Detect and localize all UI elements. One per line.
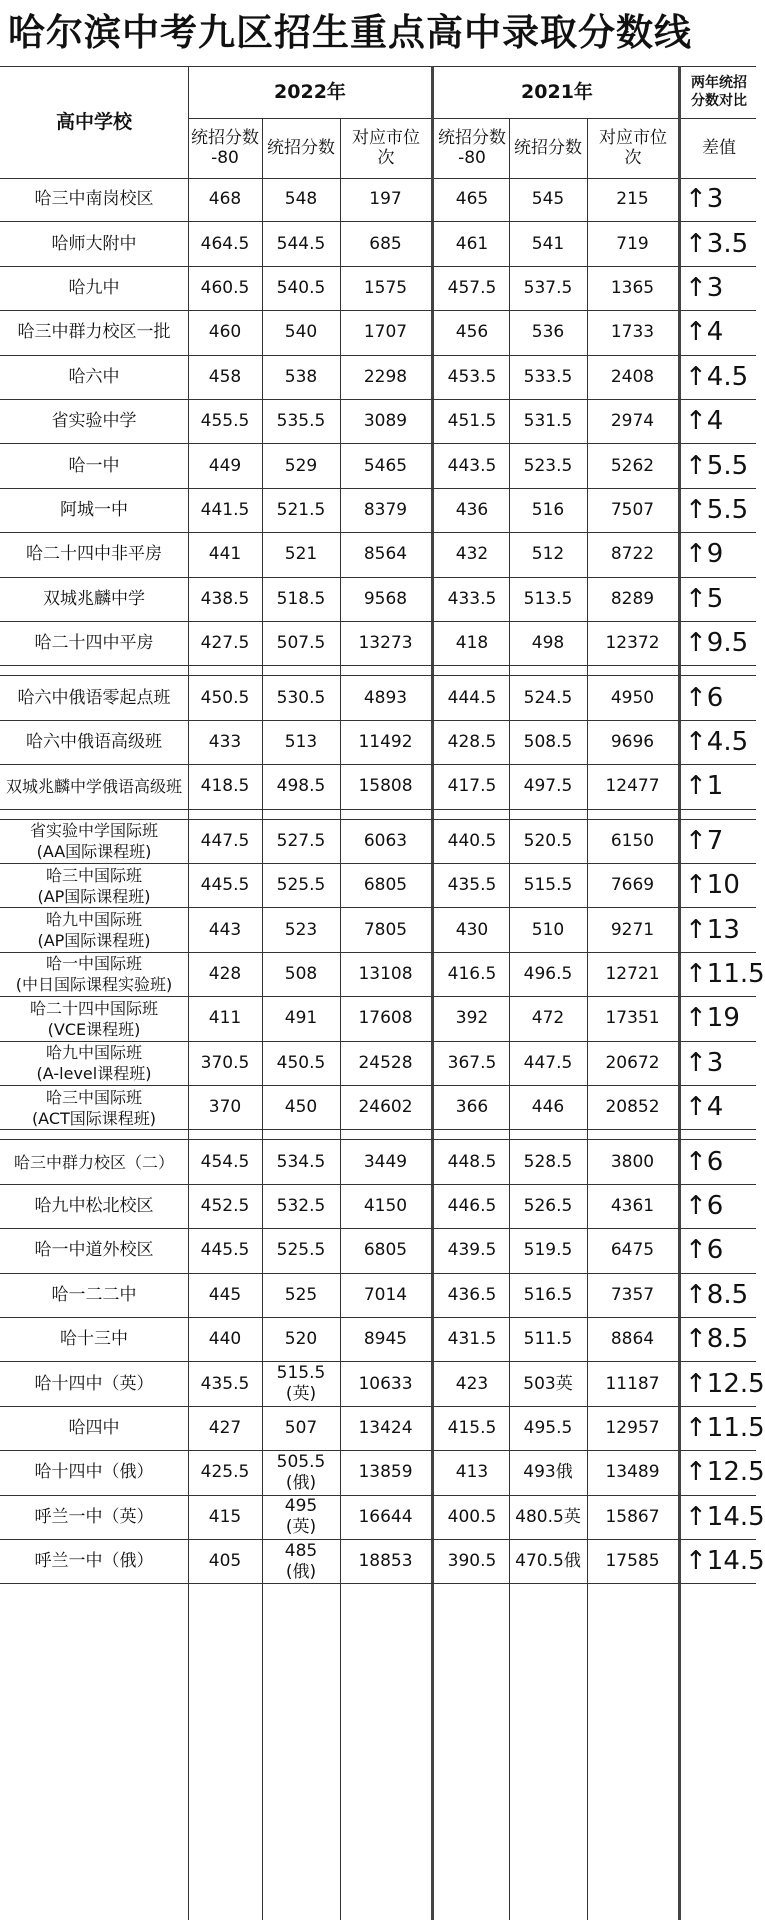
cell-2021-minus80: 431.5 xyxy=(447,1329,497,1350)
cell-2021-minus80: 443.5 xyxy=(447,455,497,476)
cell-2022-rank: 6805 xyxy=(363,1240,408,1261)
cell-2021-rank: 8289 xyxy=(610,588,655,609)
cell-diff: ↑6 xyxy=(685,1146,724,1177)
table-row xyxy=(0,222,756,266)
cell-2022-rank: 1707 xyxy=(363,322,408,343)
cell-2022-rank: 1575 xyxy=(363,277,408,298)
cell-2022-minus80: 468 xyxy=(208,189,242,210)
cell-2022-rank: 15808 xyxy=(358,776,413,797)
cell-2021-rank: 13489 xyxy=(605,1462,660,1483)
table-row xyxy=(0,676,756,720)
school-cell: 哈九中国际班 (A-level课程班) xyxy=(36,1043,152,1084)
table-row xyxy=(0,1362,765,1406)
cell-2022-rank: 685 xyxy=(369,233,402,254)
cell-2022-minus80: 370.5 xyxy=(200,1052,250,1073)
cell-diff: ↑1 xyxy=(685,771,724,802)
cell-2021-minus80: 451.5 xyxy=(447,411,497,432)
cell-2022-minus80: 370 xyxy=(208,1097,242,1118)
cell-2022-score: 495 (英) xyxy=(284,1496,318,1538)
cell-2022-minus80: 433 xyxy=(208,731,242,752)
table-row xyxy=(0,820,756,864)
cell-2022-rank: 10633 xyxy=(358,1373,413,1394)
cell-2022-score: 525.5 xyxy=(276,875,326,896)
header-2022-minus80: 统招分数 -80 xyxy=(191,128,259,168)
cell-2022-rank: 17608 xyxy=(358,1008,413,1029)
table-row xyxy=(0,578,756,622)
cell-2021-score: 516.5 xyxy=(523,1284,573,1305)
cell-2021-rank: 12721 xyxy=(605,963,660,984)
table-row xyxy=(0,1451,765,1495)
cell-2021-score: 503英 xyxy=(523,1373,573,1394)
cell-2021-score: 446 xyxy=(531,1097,565,1118)
cell-2022-score: 491 xyxy=(284,1008,318,1029)
cell-2021-score: 537.5 xyxy=(523,277,573,298)
cell-2021-rank: 15867 xyxy=(605,1506,660,1527)
cell-2022-rank: 13859 xyxy=(358,1462,413,1483)
cell-2022-rank: 13273 xyxy=(358,633,413,654)
cell-diff: ↑4.5 xyxy=(685,361,749,392)
school-cell: 阿城一中 xyxy=(60,499,128,520)
cell-2021-minus80: 436 xyxy=(455,499,489,520)
school-cell: 哈十三中 xyxy=(60,1329,128,1350)
cell-2022-minus80: 427.5 xyxy=(200,633,250,654)
cell-2021-minus80: 465 xyxy=(455,189,489,210)
school-cell: 哈三中群力校区一批 xyxy=(17,322,171,343)
table-row xyxy=(0,721,756,765)
cell-2021-rank: 3800 xyxy=(610,1151,655,1172)
cell-2021-score: 528.5 xyxy=(523,1151,573,1172)
school-cell: 呼兰一中（俄） xyxy=(34,1551,154,1572)
cell-2022-rank: 2298 xyxy=(363,366,408,387)
cell-2022-rank: 3449 xyxy=(363,1151,408,1172)
school-cell: 哈一中 xyxy=(68,455,120,476)
school-cell: 哈一二二中 xyxy=(51,1284,137,1305)
cell-2022-rank: 197 xyxy=(369,189,402,210)
cell-diff: ↑14.5 xyxy=(685,1546,765,1577)
header-2022-score: 统招分数 xyxy=(267,138,335,158)
cell-2022-rank: 7014 xyxy=(363,1284,408,1305)
cell-2022-rank: 8945 xyxy=(363,1329,408,1350)
cell-diff: ↑13 xyxy=(685,914,740,945)
cell-2022-score: 515.5 (英) xyxy=(276,1363,326,1405)
cell-2021-score: 511.5 xyxy=(523,1329,573,1350)
cell-2022-rank: 9568 xyxy=(363,588,408,609)
header-top-line xyxy=(0,66,756,67)
cell-2022-rank: 13424 xyxy=(358,1417,413,1438)
cell-2022-rank: 6063 xyxy=(363,830,408,851)
cell-2022-score: 525 xyxy=(284,1284,318,1305)
cell-2021-minus80: 367.5 xyxy=(447,1052,497,1073)
cell-2022-minus80: 440 xyxy=(208,1329,242,1350)
cell-2021-score: 533.5 xyxy=(523,366,573,387)
cell-2021-minus80: 413 xyxy=(455,1462,489,1483)
cell-2021-rank: 2974 xyxy=(610,411,655,432)
cell-2021-rank: 7357 xyxy=(610,1284,655,1305)
cell-2022-minus80: 449 xyxy=(208,455,242,476)
cell-2021-rank: 6475 xyxy=(610,1240,655,1261)
table-row xyxy=(0,1496,765,1540)
table-row xyxy=(0,1318,756,1362)
cell-2021-minus80: 366 xyxy=(455,1097,489,1118)
cell-diff: ↑6 xyxy=(685,682,724,713)
cell-2021-score: 523.5 xyxy=(523,455,573,476)
cell-2022-rank: 6805 xyxy=(363,875,408,896)
school-cell: 哈六中 xyxy=(68,366,120,387)
cell-2022-score: 520 xyxy=(284,1329,318,1350)
table-row xyxy=(0,444,756,488)
table-row xyxy=(0,1229,756,1273)
cell-diff: ↑14.5 xyxy=(685,1501,765,1532)
cell-2022-rank: 8379 xyxy=(363,499,408,520)
cell-2021-score: 515.5 xyxy=(523,875,573,896)
cell-diff: ↑5 xyxy=(685,583,724,614)
cell-2022-score: 485 (俄) xyxy=(284,1540,318,1582)
table-row xyxy=(0,1407,765,1451)
school-cell: 哈三中国际班 (AP国际课程班) xyxy=(37,865,151,906)
cell-2022-score: 507.5 xyxy=(276,633,326,654)
cell-2021-minus80: 456 xyxy=(455,322,489,343)
group-separator xyxy=(0,666,756,676)
cell-2021-minus80: 418 xyxy=(455,633,489,654)
school-cell: 哈九中松北校区 xyxy=(34,1195,154,1216)
cell-2022-minus80: 450.5 xyxy=(200,687,250,708)
cell-2021-rank: 1365 xyxy=(610,277,655,298)
cell-2021-rank: 8722 xyxy=(610,544,655,565)
cell-2021-score: 480.5英 xyxy=(515,1506,581,1527)
school-cell: 哈三中群力校区（二） xyxy=(13,1152,174,1172)
school-cell: 哈六中俄语高级班 xyxy=(26,731,162,752)
cell-diff: ↑7 xyxy=(685,825,724,856)
cell-2021-minus80: 461 xyxy=(455,233,489,254)
cell-2022-rank: 18853 xyxy=(358,1551,413,1572)
cell-2021-minus80: 440.5 xyxy=(447,830,497,851)
cell-2022-minus80: 464.5 xyxy=(200,233,250,254)
cell-2022-score: 450 xyxy=(284,1097,318,1118)
cell-2022-minus80: 458 xyxy=(208,366,242,387)
cell-diff: ↑9.5 xyxy=(685,628,749,659)
cell-2021-minus80: 432 xyxy=(455,544,489,565)
cell-diff: ↑4 xyxy=(685,406,724,437)
school-cell: 哈十四中（俄） xyxy=(34,1462,154,1483)
cell-diff: ↑12.5 xyxy=(685,1457,765,1488)
school-cell: 省实验中学国际班 (AA国际课程班) xyxy=(29,821,158,862)
cell-2021-minus80: 446.5 xyxy=(447,1195,497,1216)
cell-diff: ↑3.5 xyxy=(685,228,749,259)
cell-2022-score: 544.5 xyxy=(276,233,326,254)
cell-2021-score: 526.5 xyxy=(523,1195,573,1216)
cell-2022-rank: 7805 xyxy=(363,919,408,940)
school-cell: 哈三中国际班 (ACT国际课程班) xyxy=(31,1087,157,1128)
cell-diff: ↑10 xyxy=(685,870,740,901)
cell-2021-score: 545 xyxy=(531,189,565,210)
table-row xyxy=(0,356,756,400)
cell-diff: ↑11.5 xyxy=(685,958,765,989)
table-row xyxy=(0,267,756,311)
cell-2021-rank: 2408 xyxy=(610,366,655,387)
cell-2021-score: 447.5 xyxy=(523,1052,573,1073)
table-row xyxy=(0,311,756,355)
cell-2021-rank: 12372 xyxy=(605,633,660,654)
cell-2021-minus80: 453.5 xyxy=(447,366,497,387)
cell-2021-score: 513.5 xyxy=(523,588,573,609)
table-row xyxy=(0,178,756,222)
cell-2022-rank: 8564 xyxy=(363,544,408,565)
table-row xyxy=(0,400,756,444)
cell-2021-minus80: 423 xyxy=(455,1373,489,1394)
cell-2022-minus80: 443 xyxy=(208,919,242,940)
cell-2021-minus80: 417.5 xyxy=(447,776,497,797)
table-header xyxy=(0,66,756,178)
cell-2021-score: 470.5俄 xyxy=(515,1551,581,1572)
cell-2021-rank: 4950 xyxy=(610,687,655,708)
cell-2021-minus80: 390.5 xyxy=(447,1551,497,1572)
header-diff: 差值 xyxy=(702,138,736,158)
cell-2021-score: 510 xyxy=(531,919,565,940)
cell-2021-score: 472 xyxy=(531,1008,565,1029)
header-2021-minus80: 统招分数 -80 xyxy=(438,128,506,168)
cell-diff: ↑9 xyxy=(685,539,724,570)
cell-diff: ↑11.5 xyxy=(685,1412,765,1443)
cell-2022-minus80: 405 xyxy=(208,1551,242,1572)
cell-2021-score: 541 xyxy=(531,233,565,254)
cell-2022-minus80: 435.5 xyxy=(200,1373,250,1394)
cell-2022-minus80: 460 xyxy=(208,322,242,343)
cell-2022-minus80: 441 xyxy=(208,544,242,565)
cell-2021-rank: 9271 xyxy=(610,919,655,940)
school-cell: 哈二十四中非平房 xyxy=(26,544,162,565)
cell-2021-rank: 4361 xyxy=(610,1195,655,1216)
header-compare: 两年统招 分数对比 xyxy=(691,75,747,109)
cell-2021-score: 519.5 xyxy=(523,1240,573,1261)
table-row xyxy=(0,489,756,533)
table-row xyxy=(0,997,756,1041)
cell-2021-rank: 12957 xyxy=(605,1417,660,1438)
school-cell: 哈师大附中 xyxy=(51,233,137,254)
cell-diff: ↑3 xyxy=(685,1047,724,1078)
cell-diff: ↑19 xyxy=(685,1003,740,1034)
cell-2021-minus80: 448.5 xyxy=(447,1151,497,1172)
cell-2021-rank: 1733 xyxy=(610,322,655,343)
cell-2021-score: 498 xyxy=(531,633,565,654)
cell-2021-score: 524.5 xyxy=(523,687,573,708)
cell-2021-rank: 12477 xyxy=(605,776,660,797)
table-row xyxy=(0,1540,765,1584)
page-title: 哈尔滨中考九区招生重点高中录取分数线 xyxy=(8,11,692,54)
table-row xyxy=(0,533,756,577)
cell-2021-rank: 17351 xyxy=(605,1008,660,1029)
cell-2022-score: 530.5 xyxy=(276,687,326,708)
header-school: 高中学校 xyxy=(55,111,132,133)
school-cell: 哈四中 xyxy=(68,1417,120,1438)
cell-2021-score: 512 xyxy=(531,544,565,565)
cell-2022-score: 521 xyxy=(284,544,318,565)
cell-2022-minus80: 425.5 xyxy=(200,1462,250,1483)
group-separator xyxy=(0,810,756,820)
cell-2021-score: 493俄 xyxy=(523,1462,573,1483)
cell-diff: ↑3 xyxy=(685,184,724,215)
cell-2021-minus80: 392 xyxy=(455,1008,489,1029)
cell-2022-score: 513 xyxy=(284,731,318,752)
cell-diff: ↑3 xyxy=(685,272,724,303)
cell-2021-minus80: 400.5 xyxy=(447,1506,497,1527)
cell-2022-score: 525.5 xyxy=(276,1240,326,1261)
cell-2022-score: 534.5 xyxy=(276,1151,326,1172)
cell-2021-minus80: 430 xyxy=(455,919,489,940)
cell-2021-score: 496.5 xyxy=(523,963,573,984)
cell-2021-rank: 9696 xyxy=(610,731,655,752)
cell-diff: ↑8.5 xyxy=(685,1324,749,1355)
cell-diff: ↑8.5 xyxy=(685,1279,749,1310)
cell-2021-minus80: 439.5 xyxy=(447,1240,497,1261)
group-separator xyxy=(0,1130,756,1140)
cell-2022-rank: 3089 xyxy=(363,411,408,432)
cell-2022-score: 535.5 xyxy=(276,411,326,432)
table-row xyxy=(0,908,756,952)
cell-2021-rank: 11187 xyxy=(605,1373,660,1394)
cell-2021-rank: 20672 xyxy=(605,1052,660,1073)
cell-2021-rank: 8864 xyxy=(610,1329,655,1350)
cell-2021-score: 495.5 xyxy=(523,1417,573,1438)
cell-2022-rank: 4150 xyxy=(363,1195,408,1216)
cell-2022-rank: 5465 xyxy=(363,455,408,476)
cell-diff: ↑5.5 xyxy=(685,494,749,525)
table-row xyxy=(0,1140,756,1184)
header-2021-rank: 对应市位 次 xyxy=(599,128,667,168)
school-cell: 哈二十四中平房 xyxy=(34,633,154,654)
cell-2022-minus80: 460.5 xyxy=(200,277,250,298)
cell-diff: ↑12.5 xyxy=(685,1368,765,1399)
header-2022: 2022年 xyxy=(274,81,346,103)
cell-2022-score: 548 xyxy=(284,189,318,210)
cell-diff: ↑6 xyxy=(685,1235,724,1266)
cell-2021-score: 531.5 xyxy=(523,411,573,432)
cell-2022-rank: 24602 xyxy=(358,1097,413,1118)
school-cell: 哈六中俄语零起点班 xyxy=(17,687,171,708)
table-row xyxy=(0,1274,756,1318)
cell-diff: ↑5.5 xyxy=(685,450,749,481)
cell-2021-minus80: 457.5 xyxy=(447,277,497,298)
cell-2022-minus80: 454.5 xyxy=(200,1151,250,1172)
cell-2022-rank: 24528 xyxy=(358,1052,413,1073)
cell-2022-score: 532.5 xyxy=(276,1195,326,1216)
school-cell: 哈三中南岗校区 xyxy=(34,189,154,210)
cell-2022-minus80: 447.5 xyxy=(200,830,250,851)
cell-diff: ↑4.5 xyxy=(685,726,749,757)
cell-2021-rank: 7507 xyxy=(610,499,655,520)
table-row xyxy=(0,864,756,908)
cell-2022-score: 540 xyxy=(284,322,318,343)
table-row xyxy=(0,1185,756,1229)
cell-2022-minus80: 441.5 xyxy=(200,499,250,520)
cell-2021-rank: 5262 xyxy=(610,455,655,476)
cell-2021-score: 516 xyxy=(531,499,565,520)
cell-2022-score: 527.5 xyxy=(276,830,326,851)
cell-2022-score: 507 xyxy=(284,1417,318,1438)
cell-2021-score: 536 xyxy=(531,322,565,343)
cell-2021-minus80: 444.5 xyxy=(447,687,497,708)
cell-2021-minus80: 415.5 xyxy=(447,1417,497,1438)
school-cell: 双城兆麟中学俄语高级班 xyxy=(5,777,182,797)
cell-2021-score: 497.5 xyxy=(523,776,573,797)
cell-2021-rank: 20852 xyxy=(605,1097,660,1118)
cell-2022-minus80: 445 xyxy=(208,1284,242,1305)
cell-2022-minus80: 418.5 xyxy=(200,776,250,797)
school-cell: 哈一中道外校区 xyxy=(34,1240,154,1261)
header-2021-score: 统招分数 xyxy=(514,138,582,158)
school-cell: 哈九中国际班 (AP国际课程班) xyxy=(37,910,151,951)
cell-2022-score: 529 xyxy=(284,455,318,476)
cell-2022-score: 521.5 xyxy=(276,499,326,520)
cell-2021-score: 520.5 xyxy=(523,830,573,851)
school-cell: 呼兰一中（英） xyxy=(34,1506,154,1527)
cell-2022-score: 508 xyxy=(284,963,318,984)
cell-2022-minus80: 445.5 xyxy=(200,875,250,896)
cell-2022-rank: 16644 xyxy=(358,1506,413,1527)
school-cell: 双城兆麟中学 xyxy=(43,588,145,609)
school-cell: 省实验中学 xyxy=(51,411,137,432)
cell-diff: ↑6 xyxy=(685,1190,724,1221)
cell-2022-minus80: 455.5 xyxy=(200,411,250,432)
cell-diff: ↑4 xyxy=(685,317,724,348)
cell-2021-rank: 215 xyxy=(616,189,649,210)
cell-2021-rank: 17585 xyxy=(605,1551,660,1572)
cell-2022-minus80: 427 xyxy=(208,1417,242,1438)
cell-2022-rank: 4893 xyxy=(363,687,408,708)
cell-2021-minus80: 428.5 xyxy=(447,731,497,752)
cell-2022-score: 498.5 xyxy=(276,776,326,797)
school-cell: 哈九中 xyxy=(68,277,120,298)
cell-2022-rank: 11492 xyxy=(358,731,413,752)
table-row xyxy=(0,953,765,997)
table-row xyxy=(0,1042,756,1086)
cell-2021-rank: 7669 xyxy=(610,875,655,896)
cell-2022-minus80: 415 xyxy=(208,1506,242,1527)
cell-2022-minus80: 445.5 xyxy=(200,1240,250,1261)
cell-2022-score: 523 xyxy=(284,919,318,940)
cell-2022-minus80: 411 xyxy=(208,1008,242,1029)
cell-2022-score: 518.5 xyxy=(276,588,326,609)
table-row xyxy=(0,622,756,666)
cell-2022-score: 450.5 xyxy=(276,1052,326,1073)
school-cell: 哈十四中（英） xyxy=(34,1373,154,1394)
cell-2021-minus80: 416.5 xyxy=(447,963,497,984)
cell-2022-score: 540.5 xyxy=(276,277,326,298)
cell-2022-score: 505.5 (俄) xyxy=(276,1451,326,1493)
cell-2022-rank: 13108 xyxy=(358,963,413,984)
school-cell: 哈一中国际班 (中日国际课程实验班) xyxy=(15,954,173,995)
cell-2021-rank: 6150 xyxy=(610,830,655,851)
cell-2021-minus80: 435.5 xyxy=(447,875,497,896)
cell-2021-rank: 719 xyxy=(616,233,649,254)
school-cell: 哈二十四中国际班 (VCE课程班) xyxy=(29,998,158,1039)
cell-2021-score: 508.5 xyxy=(523,731,573,752)
cell-2022-minus80: 438.5 xyxy=(200,588,250,609)
header-2021: 2021年 xyxy=(521,81,593,103)
header-mid-line xyxy=(188,118,756,119)
cell-diff: ↑4 xyxy=(685,1092,724,1123)
cell-2022-minus80: 428 xyxy=(208,963,242,984)
cell-2022-minus80: 452.5 xyxy=(200,1195,250,1216)
cell-2021-minus80: 433.5 xyxy=(447,588,497,609)
table-row xyxy=(0,765,756,809)
header-2022-rank: 对应市位 次 xyxy=(352,128,420,168)
cell-2022-score: 538 xyxy=(284,366,318,387)
cell-2021-minus80: 436.5 xyxy=(447,1284,497,1305)
table-row xyxy=(0,1086,756,1130)
